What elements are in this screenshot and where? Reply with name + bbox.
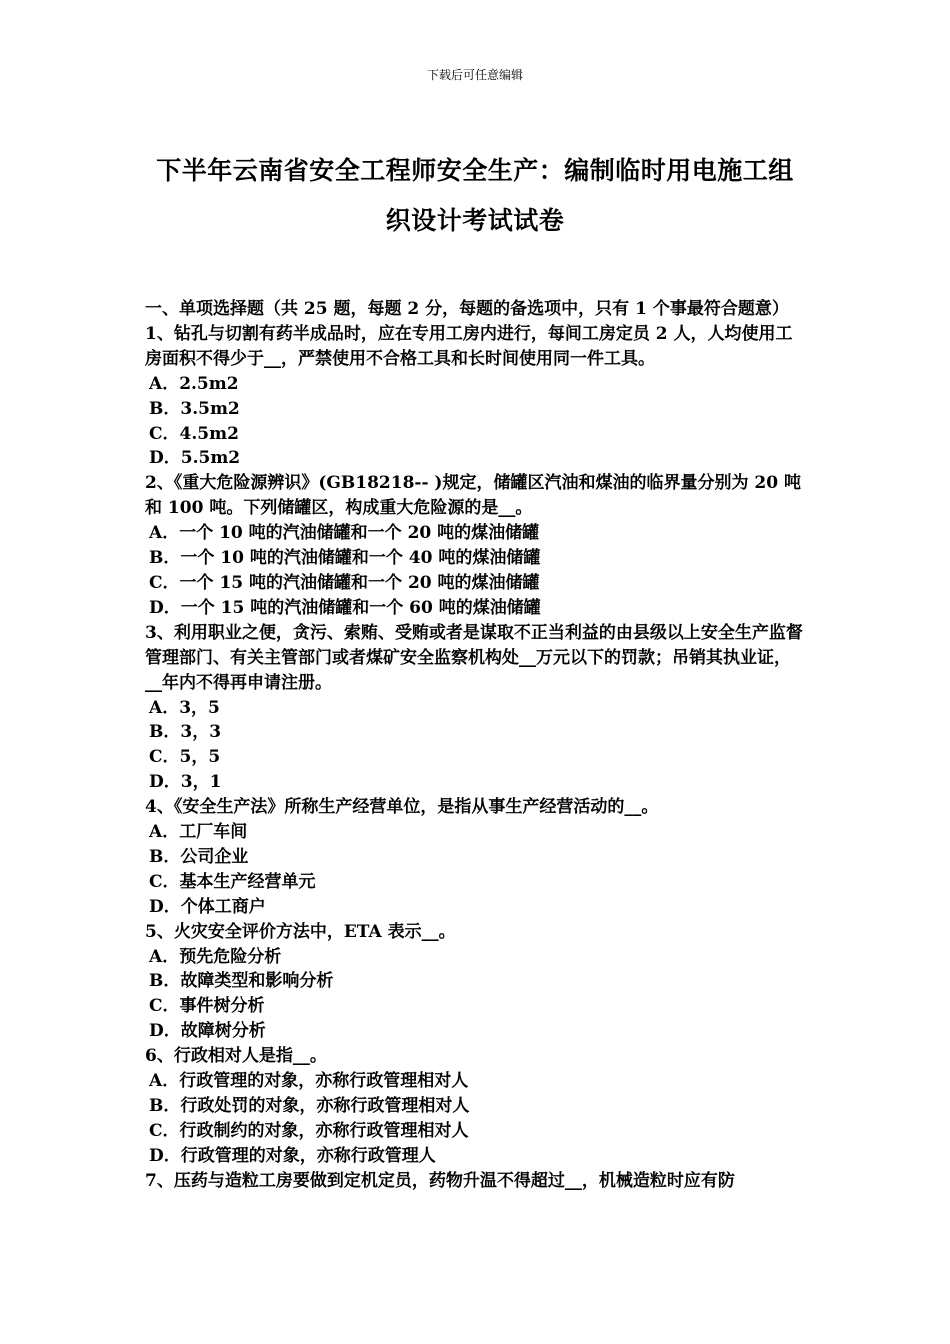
option-b: B．公司企业 bbox=[149, 846, 249, 867]
option-a: A．一个 10 吨的汽油储罐和一个 20 吨的煤油储罐 bbox=[149, 523, 540, 544]
document-title bbox=[145, 146, 805, 246]
title-line-1: 下半年云南省安全工程师安全生产：编制临时用电施工组 bbox=[156, 156, 794, 185]
question-stem: 4、《安全生产法》所称生产经营单位，是指从事生产经营活动的__。 bbox=[145, 797, 659, 818]
question-6 bbox=[145, 1044, 807, 1169]
option-b: B．3.5m2 bbox=[149, 398, 240, 419]
option-b: B．故障类型和影响分析 bbox=[149, 971, 334, 992]
option-a: A．预先危险分析 bbox=[149, 946, 282, 967]
title-line-2: 织设计考试试卷 bbox=[385, 206, 565, 235]
question-stem: 3、利用职业之便，贪污、索贿、受贿或者是谋取不正当利益的由县级以上安全生产监督管理部门、有关主管部门或者煤矿安全监察机构处__万元以下的罚款；吊销其执业证，__年内不得再申请注册。 bbox=[145, 622, 803, 693]
question-stem: 1、钻孔与切割有药半成品时，应在专用工房内进行，每间工房定员 2 人，人均使用工房面积不得少于__，严禁使用不合格工具和长时间使用同一件工具。 bbox=[145, 323, 793, 369]
option-a: A．3，5 bbox=[149, 697, 220, 718]
option-c: C．4.5m2 bbox=[149, 423, 239, 444]
option-d: D．个体工商户 bbox=[149, 896, 266, 917]
option-c: C．行政制约的对象，亦称行政管理相对人 bbox=[149, 1120, 469, 1141]
option-c: C．5，5 bbox=[149, 747, 221, 768]
question-1 bbox=[145, 322, 807, 471]
option-c: C．基本生产经营单元 bbox=[149, 871, 316, 892]
option-d: D．一个 15 吨的汽油储罐和一个 60 吨的煤油储罐 bbox=[149, 597, 541, 618]
header-note: 下载后可任意编辑 bbox=[426, 68, 523, 82]
section-heading: 一、单项选择题（共 25 题，每题 2 分，每题的备选项中，只有 1 个事最符合题意） bbox=[145, 299, 789, 319]
question-5 bbox=[145, 920, 807, 1045]
question-stem: 6、行政相对人是指__。 bbox=[145, 1046, 327, 1067]
option-c: C．事件树分析 bbox=[149, 996, 265, 1017]
option-a: A．工厂车间 bbox=[149, 822, 248, 843]
option-d: D．行政管理的对象，亦称行政管理人 bbox=[149, 1145, 436, 1166]
option-d: D．故障树分析 bbox=[149, 1021, 266, 1042]
option-b: B．行政处罚的对象，亦称行政管理相对人 bbox=[149, 1096, 470, 1116]
option-d: D．3，1 bbox=[149, 772, 222, 793]
question-stem: 2、《重大危险源辨识》(GB18218-- )规定，储罐区汽油和煤油的临界量分别为 20 吨和 100 吨。下列储罐区，构成重大危险源的是__。 bbox=[145, 473, 801, 519]
question-2 bbox=[145, 471, 807, 620]
option-d: D．5.5m2 bbox=[149, 448, 241, 469]
option-c: C．一个 15 吨的汽油储罐和一个 20 吨的煤油储罐 bbox=[149, 572, 540, 593]
question-stem: 5、火灾安全评价方法中，ETA 表示__。 bbox=[145, 921, 456, 942]
question-7-stem-partial: 7、压药与造粒工房要做到定机定员，药物升温不得超过__，机械造粒时应有防 bbox=[145, 1170, 735, 1191]
question-3 bbox=[145, 621, 807, 795]
option-a: A．2.5m2 bbox=[149, 373, 239, 394]
option-a: A．行政管理的对象，亦称行政管理相对人 bbox=[149, 1071, 469, 1092]
option-b: B．3，3 bbox=[149, 722, 222, 743]
option-b: B．一个 10 吨的汽油储罐和一个 40 吨的煤油储罐 bbox=[149, 548, 541, 569]
exam-content bbox=[145, 297, 807, 1194]
question-4 bbox=[145, 795, 807, 920]
